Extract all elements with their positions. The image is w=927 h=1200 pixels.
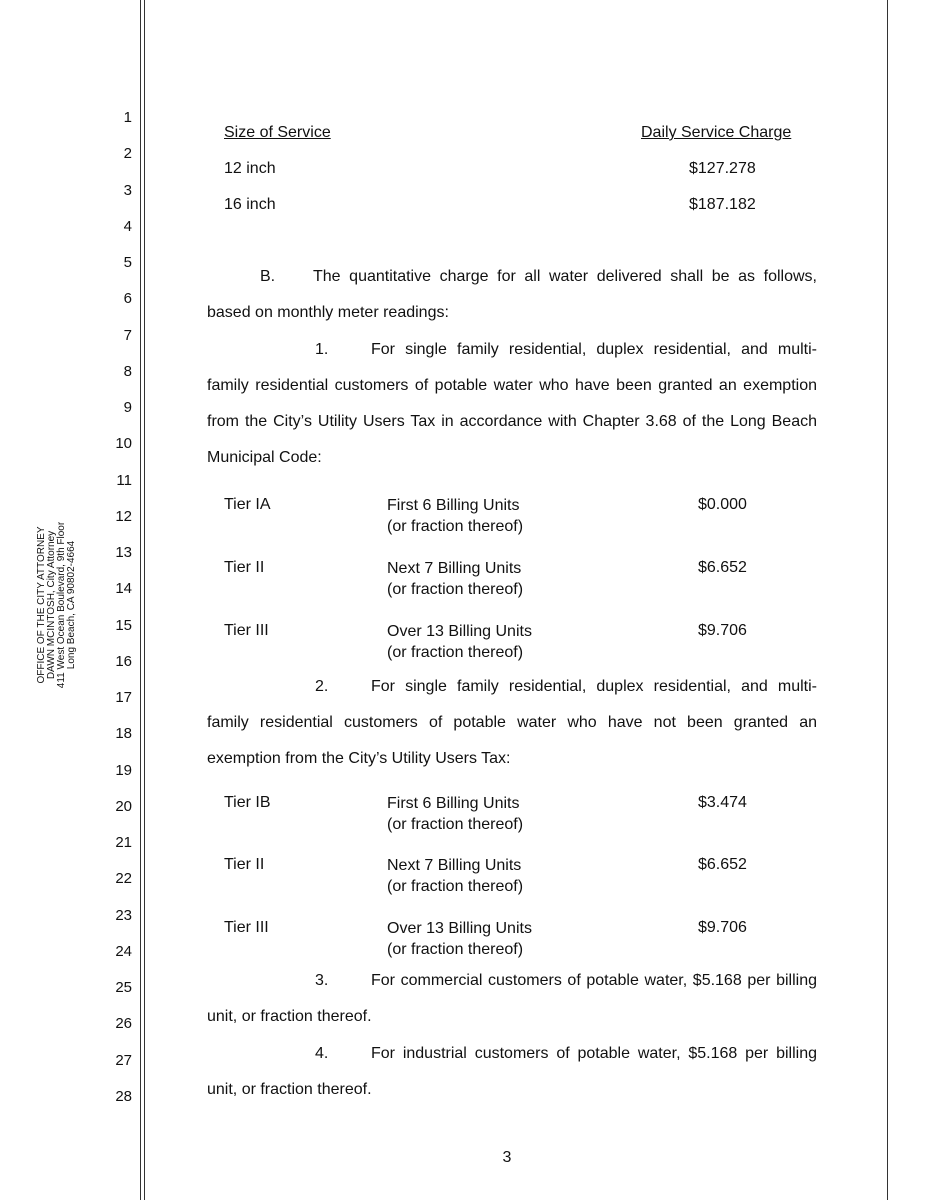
- line-number: 23: [115, 907, 132, 924]
- line-number: 2: [123, 145, 132, 162]
- tier-name: Tier III: [224, 919, 269, 936]
- tier-rate: $9.706: [698, 919, 747, 936]
- line-number: 8: [123, 363, 132, 380]
- item-3-paragraph: [207, 963, 817, 1035]
- line-number: 26: [115, 1015, 132, 1032]
- item-3-number: 3.: [315, 972, 329, 989]
- sidebar-line: Long Beach, CA 90802-4664: [66, 540, 77, 670]
- sidebar-line: 411 West Ocean Boulevard, 9th Floor: [56, 521, 67, 689]
- item-4-text: For industrial customers of potable water, $5.168 per billing unit, or fraction thereof.: [207, 1045, 817, 1098]
- line-number: 15: [115, 617, 132, 634]
- left-margin-rule-outer: [140, 0, 141, 1200]
- line-number: 18: [115, 725, 132, 742]
- item-2-number: 2.: [315, 678, 329, 695]
- line-number: 25: [115, 979, 132, 996]
- line-number: 22: [115, 870, 132, 887]
- tier-name: Tier II: [224, 559, 265, 576]
- line-number: 7: [123, 327, 132, 344]
- tier-name: Tier II: [224, 856, 265, 873]
- line-number: 5: [123, 254, 132, 271]
- tier-units: Over 13 Billing Units (or fraction thereof): [387, 920, 532, 958]
- line-number: 20: [115, 798, 132, 815]
- section-b-text: The quantitative charge for all water delivered shall be as follows, based on monthly meter readings:: [207, 268, 817, 321]
- tier-units: Over 13 Billing Units (or fraction thereof): [387, 623, 532, 661]
- sidebar-line: OFFICE OF THE CITY ATTORNEY: [36, 526, 47, 684]
- line-number: 28: [115, 1088, 132, 1105]
- tier-units: First 6 Billing Units (or fraction thereof): [387, 497, 524, 535]
- tier-units: Next 7 Billing Units (or fraction thereof): [387, 857, 524, 895]
- section-b-paragraph: [207, 259, 817, 331]
- line-number: 13: [115, 544, 132, 561]
- tier-rate: $0.000: [698, 496, 747, 513]
- tier-rate: $6.652: [698, 856, 747, 873]
- tier-rate: $6.652: [698, 559, 747, 576]
- item-3-text: For commercial customers of potable water, $5.168 per billing unit, or fraction thereof.: [207, 972, 817, 1025]
- line-number: 27: [115, 1052, 132, 1069]
- line-number: 17: [115, 689, 132, 706]
- sidebar-line: DAWN MCINTOSH, City Attorney: [46, 530, 57, 680]
- tier-name: Tier III: [224, 622, 269, 639]
- tier-name: Tier IA: [224, 496, 271, 513]
- line-number: 21: [115, 834, 132, 851]
- line-number: 1: [123, 109, 132, 126]
- left-margin-rule-inner: [144, 0, 145, 1200]
- line-number: 3: [123, 182, 132, 199]
- tier-units: Next 7 Billing Units (or fraction thereof): [387, 560, 524, 598]
- page-number: 3: [502, 1149, 512, 1166]
- line-number: 11: [116, 472, 132, 489]
- line-number: 16: [115, 653, 132, 670]
- line-number: 9: [123, 399, 132, 416]
- right-margin-rule: [887, 0, 888, 1200]
- item-4-number: 4.: [315, 1045, 329, 1062]
- tier-units: First 6 Billing Units (or fraction thereof): [387, 795, 524, 833]
- item-1-text: For single family residential, duplex residential, and multi-family residential customers of potable water who have been granted an exemption from the City’s Utility Users Tax in accordance with Chapter 3.68 of the Long Beach Municipal Code:: [207, 341, 817, 466]
- item-4-paragraph: [207, 1036, 817, 1108]
- tier-name: Tier IB: [224, 794, 271, 811]
- table-cell-size: 16 inch: [224, 196, 276, 213]
- line-number: 10: [115, 435, 132, 452]
- table-cell-charge: $187.182: [689, 196, 756, 213]
- table-cell-size: 12 inch: [224, 160, 276, 177]
- line-number: 24: [115, 943, 132, 960]
- item-1-paragraph: [207, 332, 817, 476]
- line-number: 4: [123, 218, 132, 235]
- line-number: 12: [115, 508, 132, 525]
- line-number: 14: [115, 580, 132, 597]
- table-cell-charge: $127.278: [689, 160, 756, 177]
- section-b-letter: B.: [260, 268, 276, 285]
- line-number: 6: [123, 290, 132, 307]
- item-2-text: For single family residential, duplex residential, and multi-family residential customers of potable water who have not been granted an exemption from the City’s Utility Users Tax:: [207, 678, 817, 767]
- table-header-charge: Daily Service Charge: [641, 124, 792, 141]
- line-number: 19: [115, 762, 132, 779]
- tier-rate: $3.474: [698, 794, 747, 811]
- tier-rate: $9.706: [698, 622, 747, 639]
- table-header-size: Size of Service: [224, 124, 331, 141]
- item-1-number: 1.: [315, 341, 329, 358]
- item-2-paragraph: [207, 669, 817, 777]
